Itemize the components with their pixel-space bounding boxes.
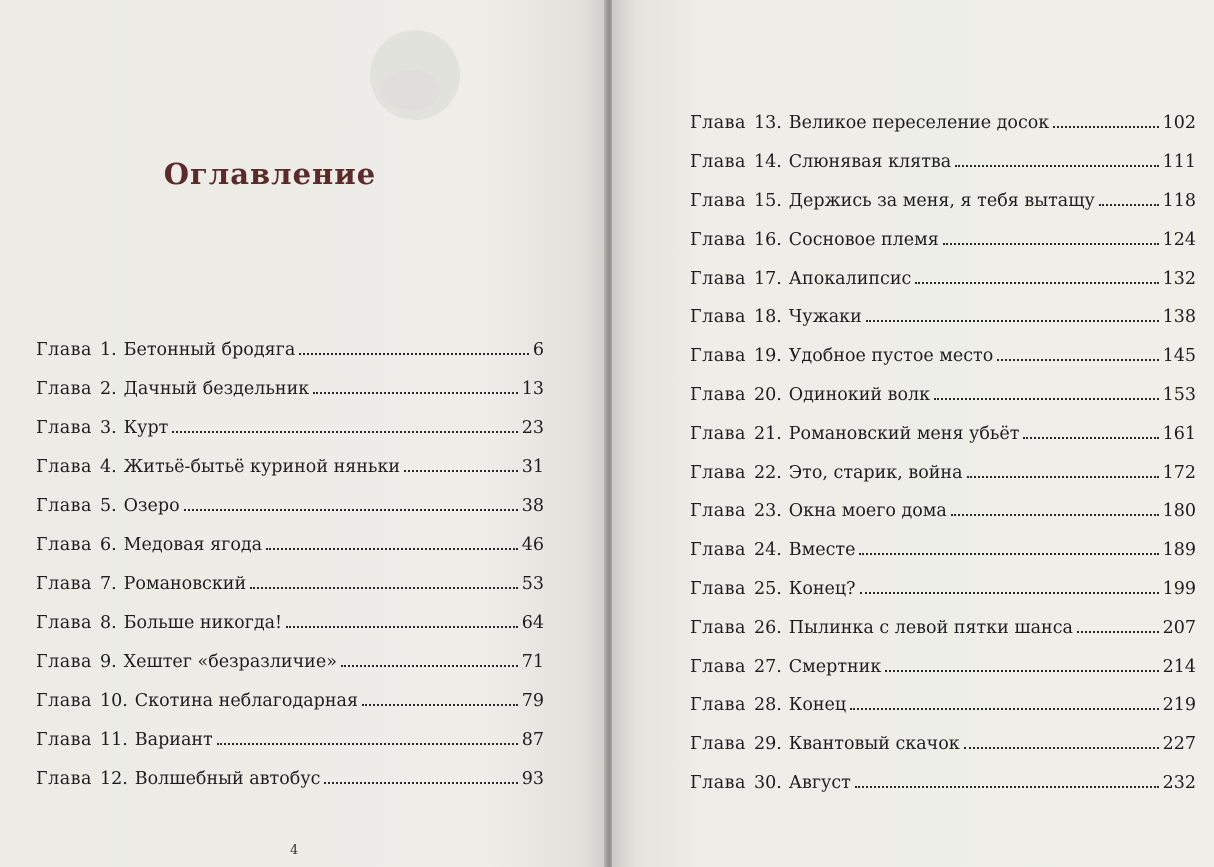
chapter-label: Глава	[36, 651, 92, 672]
chapter-title: Хештег «безразличие»	[123, 651, 337, 672]
chapter-title: Чужаки	[788, 307, 862, 328]
chapter-number: 9.	[99, 651, 117, 672]
dot-leader	[951, 514, 1159, 516]
chapter-page: 93	[521, 768, 544, 789]
chapter-label: Глава	[690, 656, 746, 677]
chapter-page: 64	[521, 612, 544, 633]
toc-entry[interactable]	[690, 686, 1196, 725]
toc-entry[interactable]	[36, 486, 544, 525]
toc-entry[interactable]	[36, 642, 544, 681]
chapter-number: 11.	[99, 729, 128, 750]
dot-leader	[943, 243, 1159, 245]
chapter-label: Глава	[36, 534, 92, 555]
dot-leader	[860, 592, 1159, 594]
dot-leader	[934, 398, 1159, 400]
chapter-label: Глава	[36, 495, 92, 516]
chapter-title: Сосновое племя	[788, 229, 939, 250]
dot-leader	[859, 553, 1158, 555]
chapter-page: 111	[1162, 152, 1196, 173]
chapter-title: Конец	[788, 695, 847, 716]
chapter-number: 20.	[753, 384, 782, 405]
chapter-page: 124	[1162, 229, 1196, 250]
toc-entry[interactable]	[690, 414, 1196, 453]
chapter-label: Глава	[690, 540, 746, 561]
chapter-page: 161	[1162, 423, 1196, 444]
toc-entry[interactable]	[690, 570, 1196, 609]
chapter-number: 6.	[99, 534, 117, 555]
toc-entry[interactable]	[690, 337, 1196, 376]
chapter-number: 3.	[99, 417, 117, 438]
right-page	[612, 0, 1214, 867]
chapter-label: Глава	[36, 339, 92, 360]
chapter-number: 23.	[753, 501, 782, 522]
dot-leader	[915, 282, 1158, 284]
chapter-label: Глава	[36, 378, 92, 399]
chapter-title: Бетонный бродяга	[123, 339, 296, 360]
toc-entry[interactable]	[36, 720, 544, 759]
toc-entry[interactable]	[36, 330, 544, 369]
chapter-page: 102	[1162, 113, 1196, 134]
chapter-number: 24.	[753, 540, 782, 561]
chapter-page: 219	[1162, 695, 1196, 716]
toc-entry[interactable]	[36, 681, 544, 720]
dot-leader	[341, 665, 518, 667]
chapter-label: Глава	[690, 578, 746, 599]
dot-leader	[885, 670, 1158, 672]
toc-entry[interactable]	[690, 104, 1196, 143]
chapter-page: 23	[521, 417, 544, 438]
chapter-page: 6	[532, 339, 544, 360]
dot-leader	[184, 509, 518, 511]
toc-entry[interactable]	[690, 453, 1196, 492]
toc-entry[interactable]	[690, 764, 1196, 803]
chapter-title: Конец?	[788, 578, 856, 599]
chapter-label: Глава	[690, 772, 746, 793]
chapter-title: Романовский	[123, 573, 247, 594]
chapter-label: Глава	[690, 501, 746, 522]
chapter-number: 8.	[99, 612, 117, 633]
chapter-title: Вместе	[788, 540, 856, 561]
dot-leader	[866, 320, 1159, 322]
chapter-title: Август	[788, 772, 851, 793]
chapter-title: Вариант	[134, 729, 213, 750]
toc-entry[interactable]	[36, 564, 544, 603]
chapter-page: 207	[1162, 617, 1196, 638]
toc-entry[interactable]	[690, 492, 1196, 531]
toc-list-left	[36, 330, 544, 798]
dot-leader	[1099, 204, 1159, 206]
dot-leader	[250, 587, 518, 589]
dot-leader	[286, 626, 518, 628]
chapter-page: 132	[1162, 268, 1196, 289]
dot-leader	[324, 782, 517, 784]
chapter-page: 214	[1162, 656, 1196, 677]
dot-leader	[172, 431, 517, 433]
chapter-title: Апокалипсис	[788, 268, 912, 289]
chapter-page: 87	[521, 729, 544, 750]
chapter-title: Волшебный автобус	[134, 768, 321, 789]
dot-leader	[313, 392, 518, 394]
page-title: Оглавление	[163, 157, 377, 192]
chapter-label: Глава	[690, 307, 746, 328]
toc-entry[interactable]	[690, 725, 1196, 764]
toc-entry[interactable]	[690, 298, 1196, 337]
chapter-number: 18.	[753, 307, 782, 328]
chapter-label: Глава	[690, 152, 746, 173]
dot-leader	[404, 470, 518, 472]
chapter-title: Держись за меня, я тебя вытащу	[788, 190, 1095, 211]
chapter-label: Глава	[690, 113, 746, 134]
dot-leader	[850, 708, 1158, 710]
chapter-number: 1.	[99, 339, 117, 360]
chapter-page: 38	[521, 495, 544, 516]
toc-entry[interactable]	[36, 408, 544, 447]
toc-entry[interactable]	[690, 376, 1196, 415]
chapter-number: 21.	[753, 423, 782, 444]
page-number: 4	[290, 843, 299, 858]
dot-leader	[955, 165, 1158, 167]
chapter-page: 153	[1162, 384, 1196, 405]
chapter-page: 145	[1162, 346, 1196, 367]
chapter-title: Окна моего дома	[788, 501, 947, 522]
dot-leader	[1023, 437, 1158, 439]
chapter-title: Скотина неблагодарная	[134, 690, 359, 711]
chapter-number: 2.	[99, 378, 117, 399]
chapter-page: 189	[1162, 540, 1196, 561]
chapter-label: Глава	[690, 268, 746, 289]
bleed-through-shape	[380, 70, 440, 110]
chapter-label: Глава	[690, 734, 746, 755]
chapter-number: 30.	[753, 772, 782, 793]
dot-leader	[362, 704, 518, 706]
toc-entry[interactable]	[36, 447, 544, 486]
chapter-label: Глава	[690, 423, 746, 444]
chapter-page: 71	[521, 651, 544, 672]
chapter-title: Романовский меня убьёт	[788, 423, 1020, 444]
chapter-number: 28.	[753, 695, 782, 716]
chapter-number: 10.	[99, 690, 128, 711]
chapter-title: Житьё-бытьё куриной няньки	[123, 456, 401, 477]
chapter-number: 29.	[753, 734, 782, 755]
chapter-label: Глава	[36, 417, 92, 438]
chapter-page: 172	[1162, 462, 1196, 483]
chapter-page: 46	[521, 534, 544, 555]
chapter-label: Глава	[690, 617, 746, 638]
chapter-title: Озеро	[123, 495, 180, 516]
left-page	[0, 0, 606, 867]
toc-list-right	[690, 104, 1196, 802]
toc-entry[interactable]	[690, 259, 1196, 298]
chapter-label: Глава	[36, 729, 92, 750]
chapter-number: 12.	[99, 768, 128, 789]
chapter-title: Одинокий волк	[788, 384, 931, 405]
chapter-number: 17.	[753, 268, 782, 289]
chapter-number: 26.	[753, 617, 782, 638]
chapter-page: 53	[521, 573, 544, 594]
toc-entry[interactable]	[36, 525, 544, 564]
chapter-page: 118	[1162, 190, 1196, 211]
chapter-label: Глава	[690, 695, 746, 716]
chapter-number: 27.	[753, 656, 782, 677]
toc-entry[interactable]	[690, 220, 1196, 259]
toc-entry[interactable]	[690, 143, 1196, 182]
chapter-label: Глава	[690, 384, 746, 405]
chapter-number: 22.	[753, 462, 782, 483]
toc-entry[interactable]	[36, 759, 544, 798]
toc-entry[interactable]	[690, 531, 1196, 570]
dot-leader	[1077, 631, 1159, 633]
dot-leader	[266, 548, 518, 550]
chapter-title: Пылинка с левой пятки шанса	[788, 617, 1073, 638]
chapter-number: 7.	[99, 573, 117, 594]
chapter-number: 13.	[753, 113, 782, 134]
chapter-title: Квантовый скачок	[788, 734, 960, 755]
chapter-number: 15.	[753, 190, 782, 211]
toc-entry[interactable]	[690, 608, 1196, 647]
chapter-label: Глава	[36, 612, 92, 633]
chapter-label: Глава	[690, 346, 746, 367]
chapter-label: Глава	[690, 462, 746, 483]
dot-leader	[997, 359, 1158, 361]
chapter-title: Удобное пустое место	[788, 346, 994, 367]
chapter-title: Курт	[123, 417, 169, 438]
chapter-label: Глава	[36, 768, 92, 789]
chapter-page: 79	[521, 690, 544, 711]
dot-leader	[217, 743, 518, 745]
chapter-number: 25.	[753, 578, 782, 599]
chapter-number: 16.	[753, 229, 782, 250]
chapter-page: 13	[521, 378, 544, 399]
toc-entry[interactable]	[690, 647, 1196, 686]
dot-leader	[299, 353, 529, 355]
chapter-title: Смертник	[788, 656, 882, 677]
chapter-page: 180	[1162, 501, 1196, 522]
chapter-label: Глава	[36, 456, 92, 477]
chapter-page: 227	[1162, 734, 1196, 755]
chapter-page: 31	[521, 456, 544, 477]
chapter-label: Глава	[36, 573, 92, 594]
chapter-label: Глава	[690, 229, 746, 250]
chapter-number: 5.	[99, 495, 117, 516]
chapter-number: 19.	[753, 346, 782, 367]
toc-entry[interactable]	[690, 182, 1196, 221]
chapter-page: 199	[1162, 578, 1196, 599]
dot-leader	[1053, 126, 1158, 128]
chapter-title: Великое переселение досок	[788, 113, 1050, 134]
chapter-title: Слюнявая клятва	[788, 152, 952, 173]
chapter-page: 232	[1162, 772, 1196, 793]
chapter-number: 14.	[753, 152, 782, 173]
chapter-page: 138	[1162, 307, 1196, 328]
toc-entry[interactable]	[36, 369, 544, 408]
chapter-title: Дачный бездельник	[123, 378, 310, 399]
chapter-number: 4.	[99, 456, 117, 477]
dot-leader	[855, 786, 1159, 788]
chapter-title: Больше никогда!	[123, 612, 283, 633]
chapter-title: Это, старик, война	[788, 462, 963, 483]
dot-leader	[964, 747, 1159, 749]
toc-entry[interactable]	[36, 603, 544, 642]
chapter-label: Глава	[36, 690, 92, 711]
chapter-label: Глава	[690, 190, 746, 211]
dot-leader	[967, 476, 1159, 478]
chapter-title: Медовая ягода	[123, 534, 263, 555]
